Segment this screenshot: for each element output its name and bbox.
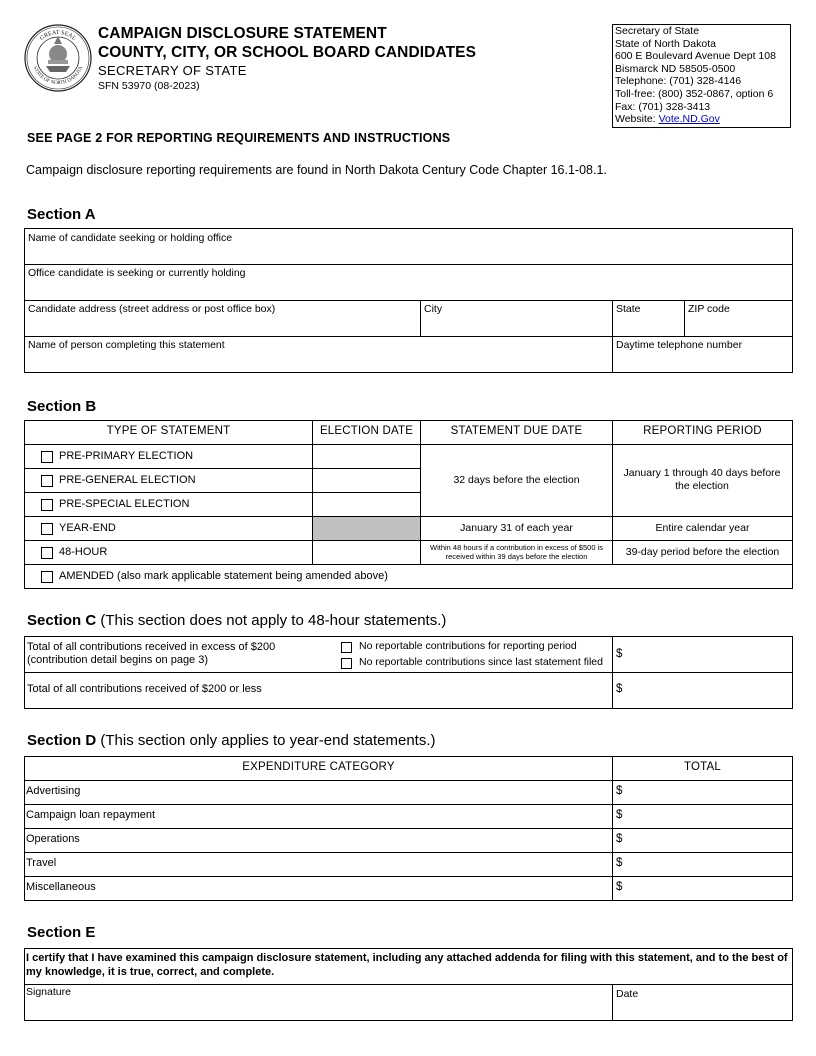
pre-primary-label: PRE-PRIMARY ELECTION [59,450,194,462]
expense-row-label: Miscellaneous [26,881,96,893]
col-total-header: TOTAL [684,761,721,773]
seal-text-bottom: STATE OF NORTH DAKOTA [31,65,85,87]
contact-line: Bismarck ND 58505-0500 [615,62,736,75]
over-200-label [27,641,275,667]
col-category-header: EXPENDITURE CATEGORY [242,761,395,773]
expense-row-amount[interactable]: $ [616,881,623,893]
pre-general-checkbox[interactable] [41,475,53,487]
no-contrib-period-checkbox[interactable] [341,642,352,653]
state-seal-icon [24,24,92,92]
section-b-title: Section B [27,398,97,415]
section-d-note: (This section only applies to year-end statements.) [100,732,436,749]
website-line [615,113,790,126]
pre-due-date: 32 days before the election [453,474,580,486]
completer-name-field[interactable]: Name of person completing this statement [28,339,225,351]
form-title [98,24,476,62]
intro-text: Campaign disclosure reporting requirements are found in North Dakota Century Code Chapter 16.1-08.1. [26,163,607,177]
48-hour-checkbox[interactable] [41,547,53,559]
over-200-amount[interactable]: $ [616,648,623,660]
no-contrib-since-label: No reportable contributions since last statement filed [359,656,603,668]
col-period-header: REPORTING PERIOD [643,425,762,437]
48-hour-due-date: Within 48 hours if a contribution in excess of $500 is received within 39 days before the election [429,543,603,561]
pre-special-election-date[interactable] [313,493,420,516]
year-end-period: Entire calendar year [655,522,750,534]
form-title-line1: CAMPAIGN DISCLOSURE STATEMENT [98,25,387,42]
seal-text-top: GREAT SEAL [39,29,77,42]
section-d-title: Section D [27,732,97,749]
48-hour-election-date[interactable] [313,541,420,564]
over-200-line2: (contribution detail begins on page 3) [27,654,209,666]
expense-row-label: Advertising [26,785,81,797]
pre-general-election-date[interactable] [313,469,420,492]
pre-general-label: PRE-GENERAL ELECTION [59,474,196,486]
certification-text: I certify that I have examined this campaign disclosure statement, including any attached addenda for filing with this statement, and to the best of my knowledge, it is true, correct, and complete. [26,952,788,978]
section-e-box [24,948,793,1021]
pre-reporting-period: January 1 through 40 days before the election [623,467,781,492]
pre-primary-election-date[interactable] [313,445,420,468]
contact-line: Toll-free: (800) 352-0867, option 6 [615,87,774,100]
section-a-title: Section A [27,206,96,223]
see-page-note: SEE PAGE 2 FOR REPORTING REQUIREMENTS AND INSTRUCTIONS [27,131,451,145]
expense-row-label: Campaign loan repayment [26,809,156,821]
state-field[interactable]: State [616,303,641,315]
section-b-table [24,420,793,589]
section-d-table [24,756,793,901]
col-type-header: TYPE OF STATEMENT [106,425,231,437]
signature-field[interactable]: Signature [26,986,71,998]
contact-box [612,24,791,128]
address-field[interactable]: Candidate address (street address or post office box) [28,303,276,315]
48-hour-period: 39-day period before the election [625,546,780,558]
48-hour-label: 48-HOUR [59,546,108,558]
year-end-due-date: January 31 of each year [460,522,573,534]
contact-line: Telephone: (701) 328-4146 [615,75,742,88]
zip-field[interactable]: ZIP code [688,303,730,315]
year-end-label: YEAR-END [59,522,116,534]
col-due-header: STATEMENT DUE DATE [450,425,583,437]
pre-special-checkbox[interactable] [41,499,53,511]
contact-line: State of North Dakota [615,37,716,50]
section-c-box [24,636,793,709]
under-200-amount[interactable]: $ [616,683,623,695]
contact-line: 600 E Boulevard Avenue Dept 108 [615,50,776,63]
contact-line: Fax: (701) 328-3413 [615,100,711,113]
over-200-line1: Total of all contributions received in excess of $200 [27,641,276,653]
form-title-line2: COUNTY, CITY, OR SCHOOL BOARD CANDIDATES [98,44,477,61]
date-field[interactable]: Date [616,988,639,1000]
section-c-heading [27,612,446,629]
section-d-heading [27,732,436,749]
expense-row-amount[interactable]: $ [616,857,623,869]
col-election-header: ELECTION DATE [319,425,414,437]
amended-checkbox[interactable] [41,571,53,583]
contact-line: Secretary of State [615,25,700,37]
office-field[interactable]: Office candidate is seeking or currently holding [28,267,246,279]
under-200-label: Total of all contributions received of $200 or less [27,683,262,695]
agency-name: SECRETARY OF STATE [98,63,247,78]
candidate-name-field[interactable]: Name of candidate seeking or holding office [28,232,233,244]
section-a-box [24,228,793,373]
phone-field[interactable]: Daytime telephone number [616,339,743,351]
expense-row-label: Travel [26,857,57,869]
city-field[interactable]: City [424,303,443,315]
expense-row-amount[interactable]: $ [616,785,623,797]
pre-special-label: PRE-SPECIAL ELECTION [59,498,190,510]
no-contrib-period-label: No reportable contributions for reporting period [359,640,577,652]
expense-row-amount[interactable]: $ [616,809,623,821]
pre-primary-checkbox[interactable] [41,451,53,463]
website-label: Website: [615,113,659,126]
section-c-title: Section C [27,612,97,629]
no-contrib-since-checkbox[interactable] [341,658,352,669]
amended-label: AMENDED (also mark applicable statement being amended above) [59,570,388,582]
expense-row-label: Operations [26,833,80,845]
expense-row-amount[interactable]: $ [616,833,623,845]
year-end-checkbox[interactable] [41,523,53,535]
year-end-election-shaded [313,517,420,541]
form-number: SFN 53970 (08-2023) [98,80,200,92]
section-c-note: (This section does not apply to 48-hour statements.) [100,612,447,629]
section-e-title: Section E [27,924,96,941]
website-link[interactable]: Vote.ND.Gov [658,113,720,126]
